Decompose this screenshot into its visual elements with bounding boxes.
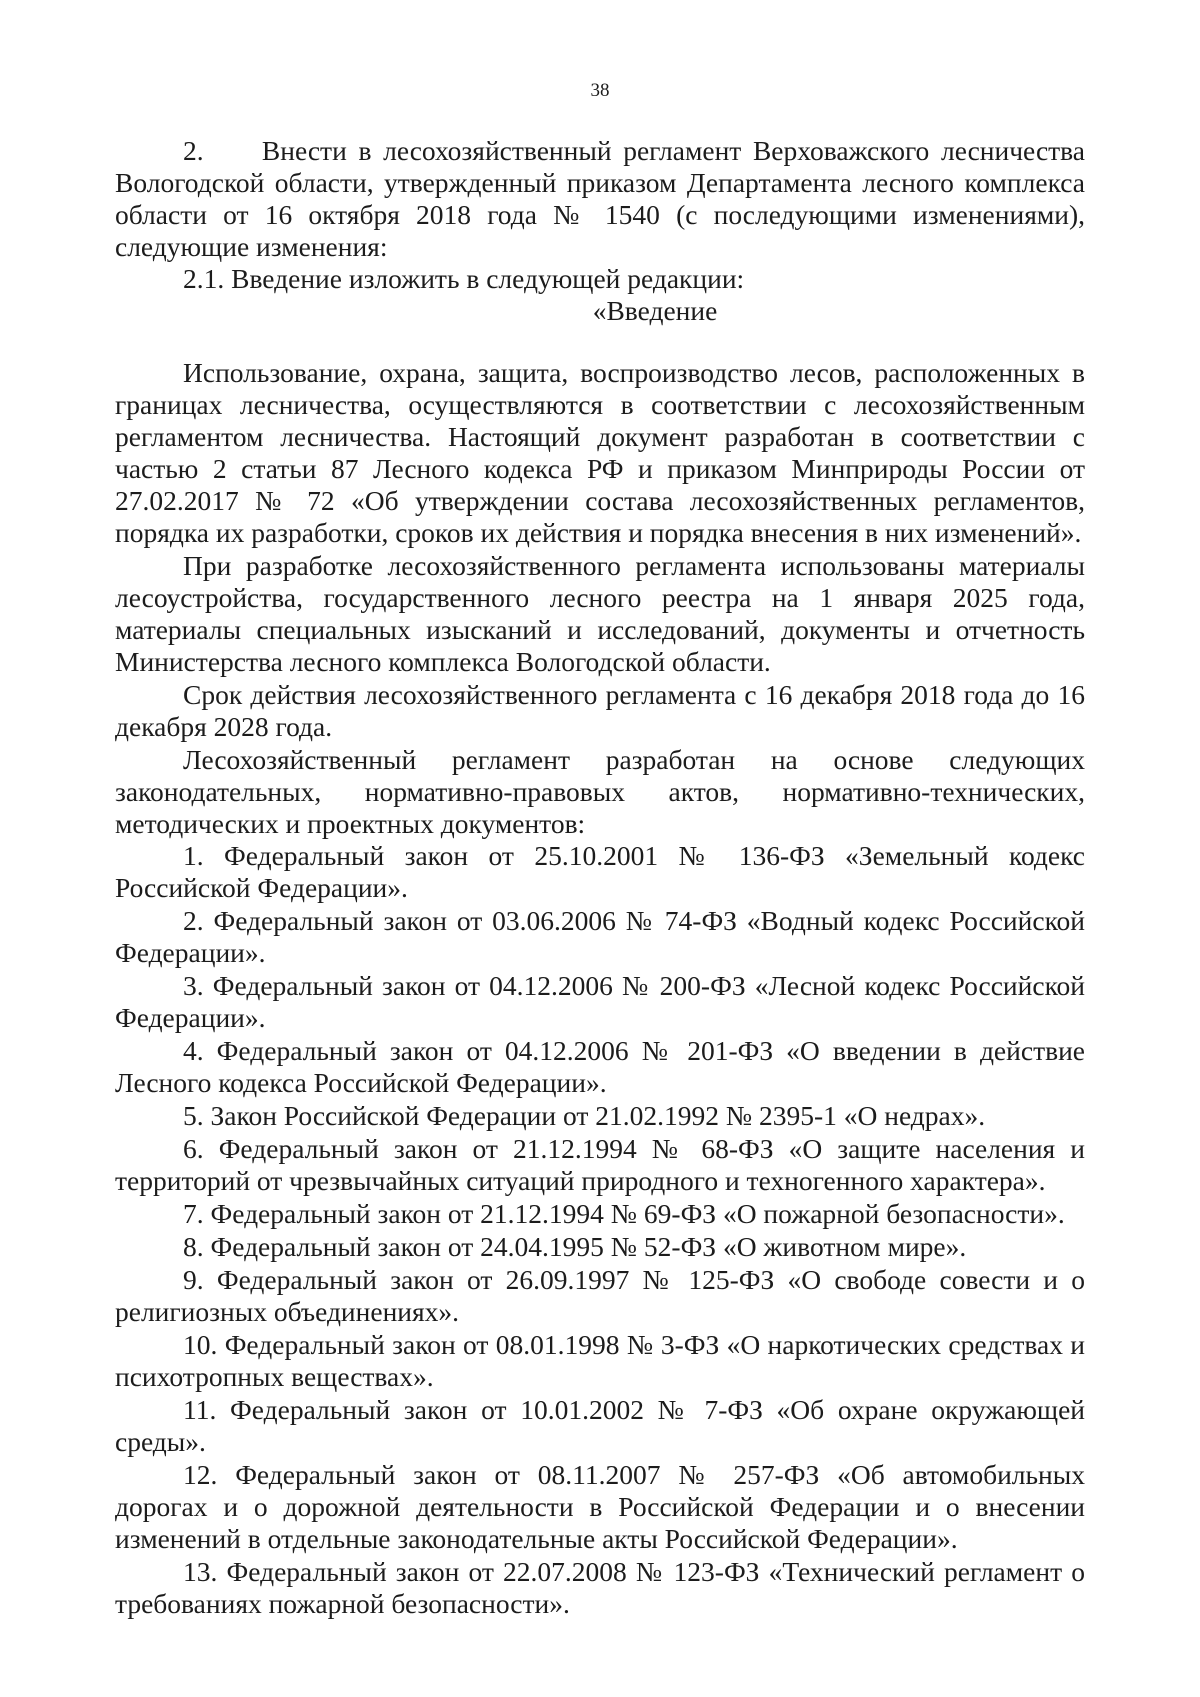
law-list-item: 11. Федеральный закон от 10.01.2002 № 7-ФЗ «Об охране окружающей среды».: [115, 1394, 1085, 1457]
law-list-item: 13. Федеральный закон от 22.07.2008 № 123-ФЗ «Технический регламент о требованиях пожарной безопасности».: [115, 1556, 1085, 1619]
spacer: [115, 327, 1085, 357]
law-list-item: 10. Федеральный закон от 08.01.1998 № 3-ФЗ «О наркотических средствах и психотропных веществах».: [115, 1329, 1085, 1392]
law-list-item: 1. Федеральный закон от 25.10.2001 № 136-ФЗ «Земельный кодекс Российской Федерации».: [115, 840, 1085, 903]
law-list-item: 5. Закон Российской Федерации от 21.02.1992 № 2395-1 «О недрах».: [183, 1100, 986, 1131]
law-list-item: 3. Федеральный закон от 04.12.2006 № 200-ФЗ «Лесной кодекс Российской Федерации».: [115, 970, 1085, 1033]
law-list-item: 6. Федеральный закон от 21.12.1994 № 68-ФЗ «О защите населения и территорий от чрезвычайных ситуаций природного и техногенного характера».: [115, 1133, 1085, 1196]
law-list-item: 9. Федеральный закон от 26.09.1997 № 125-ФЗ «О свободе совести и о религиозных объединениях».: [115, 1264, 1085, 1327]
amendment-item-2-1: 2.1. Введение изложить в следующей редакции:: [183, 263, 745, 294]
law-list-item: 12. Федеральный закон от 08.11.2007 № 257-ФЗ «Об автомобильных дорогах и о дорожной деятельности в Российской Федерации и о внесении изменений в отдельные законодательные акты Российской Федерации».: [115, 1459, 1085, 1554]
document-body: [115, 135, 1085, 1620]
intro-paragraph: При разработке лесохозяйственного регламента использованы материалы лесоустройства, государственного лесного реестра на 1 января 2025 года, материалы специальных изысканий и исследований, документы и отчетность Министерства лесного комплекса Вологодской области.: [115, 550, 1085, 677]
amendment-item-2: 2. Внести в лесохозяйственный регламент Верховажского лесничества Вологодской области, утвержденный приказом Департамента лесного комплекса области от 16 октября 2018 года № 1540 (с последующими изменениями), следующие изменения:: [115, 135, 1085, 262]
intro-paragraph: Лесохозяйственный регламент разработан на основе следующих законодательных, нормативно-правовых актов, нормативно-технических, методических и проектных документов:: [115, 744, 1085, 839]
introduction-heading: «Введение: [592, 295, 718, 326]
intro-paragraph: Срок действия лесохозяйственного регламента с 16 декабря 2018 года до 16 декабря 2028 года.: [115, 679, 1085, 742]
law-list-item: 7. Федеральный закон от 21.12.1994 № 69-ФЗ «О пожарной безопасности».: [183, 1198, 1065, 1229]
page-number: 38: [590, 80, 610, 101]
law-list-item: 2. Федеральный закон от 03.06.2006 № 74-ФЗ «Водный кодекс Российской Федерации».: [115, 905, 1085, 968]
intro-paragraph: Использование, охрана, защита, воспроизводство лесов, расположенных в границах лесничества, осуществляются в соответствии с лесохозяйственным регламентом лесничества. Настоящий документ разработан в соответствии с частью 2 статьи 87 Лесного кодекса РФ и приказом Минприроды России от 27.02.2017 № 72 «Об утверждении состава лесохозяйственных регламентов, порядка их разработки, сроков их действия и порядка внесения в них изменений».: [115, 357, 1085, 548]
law-list-item: 4. Федеральный закон от 04.12.2006 № 201-ФЗ «О введении в действие Лесного кодекса Российской Федерации».: [115, 1035, 1085, 1098]
law-list-item: 8. Федеральный закон от 24.04.1995 № 52-ФЗ «О животном мире».: [183, 1231, 967, 1262]
